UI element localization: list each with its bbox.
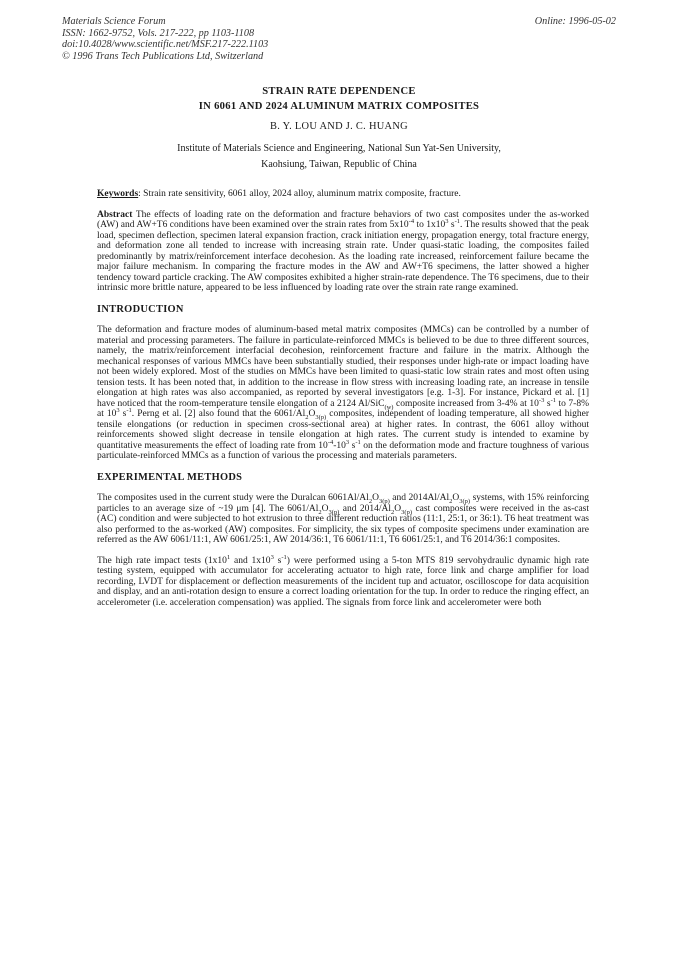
affiliation-line-2: Kaohsiung, Taiwan, Republic of China bbox=[261, 159, 417, 170]
authors: B. Y. LOU AND J. C. HUANG bbox=[270, 121, 408, 132]
methods-paragraph-2: The high rate impact tests ($1x10^1$ and $1x10^3$ $s^{-1}$) were performed using a 5-ton MTS 819 servohydraulic dynamic high rate testing system, equipped with accumulator for accelerating actuator to high rate, force link and charge amplifier for load recording, LVDT for displacement or deflection measurements of the incident tup and actuator, oscilloscope for data acquisition and display, and an anti-rotation design to ensure a correct loading orientation for the tup. In order to reduce the ringing effect, an accelerometer (i.e. acceleration compensation) was applied. The signals from force link and accelerometer were both bbox=[97, 553, 589, 608]
keywords bbox=[97, 189, 589, 200]
paper-body bbox=[97, 189, 589, 608]
issn-line: ISSN: 1662-9752, Vols. 217-222, pp 1103-1108 bbox=[62, 27, 255, 39]
journal-header bbox=[62, 16, 268, 62]
abstract-label: Abstract bbox=[97, 209, 133, 220]
copyright-line: © 1996 Trans Tech Publications Ltd, Switzerland bbox=[62, 50, 264, 62]
affiliation bbox=[0, 141, 678, 173]
introduction-heading: INTRODUCTION bbox=[97, 303, 184, 315]
doi-line: doi:10.4028/www.scientific.net/MSF.217-222.1103 bbox=[62, 39, 269, 51]
methods-heading: EXPERIMENTAL METHODS bbox=[97, 471, 243, 483]
affiliation-line-1: Institute of Materials Science and Engineering, National Sun Yat-Sen University, bbox=[177, 143, 501, 154]
abstract: Abstract The effects of loading rate on the deformation and fracture behaviors of two cast composites under the as-worked (AW) and AW+T6 conditions have been examined over the strain rates from $5x10^{-4}$ to $1x10^3$ $s^{-1}$. The results showed that the peak load, specimen deflection, specimen lateral expansion fraction, crack initiation energy, propagation energy, total fracture energy, and deformation zone all tended to increase with increasing strain rate. Under quasi-static loading, the composites failed predominantly by matrix/reinforcement interface decohesion. As the loading rate increased, reinforcement failure became the major failure mechanism. In comparing the fracture modes in the AW and AW+T6 specimens, the latter showed a higher tendency toward particle cracking. The AW composites exhibited a higher strain-rate dependence. The T6 specimens, due to their intrinsic more brittle nature, appeared to be less influenced by loading rate over the strain rate range examined. bbox=[97, 209, 589, 293]
keywords-label: Keywords bbox=[97, 189, 139, 199]
online-date: Online: 1996-05-02 bbox=[534, 16, 616, 27]
title-block bbox=[0, 84, 678, 173]
methods-paragraph-1: The composites used in the current study were the Duralcan $6061Al/Al_2O_{3(p)}$ and $2014Al/Al_2O_{3(p)}$ systems, with 15% reinforcing particles to an average size of ~19 μm [4]. The $6061/Al_2O_{3(p)}$ and $2014/Al_2O_{3(p)}$ cast composites were received in the as-cast (AC) condition and were subjected to hot extrusion to three different reduction ratios (11:1, 25:1, or 36:1). T6 heat treatment was also performed to the as-worked (AW) composites. For simplicity, the six types of composite specimens under examination are referred as the AW 6061/11:1, AW 6061/25:1, AW 2014/36:1, T6 6061/11:1, T6 6061/25:1, and T6 2014/36:1 composites. bbox=[97, 493, 590, 545]
introduction-paragraph: The deformation and fracture modes of aluminum-based metal matrix composites (MMCs) can be controlled by a number of material and processing parameters. The failure in particulate-reinforced MMCs is believed to be due to three different sources, namely, the matrix/reinforcement interfacial decohesion, reinforcement fracture and failure in the matrix. Although the mechanical responses of various MMCs have been substantially studied, their responses under high-rate or impact loading have not been widely explored. Most of the studies on MMCs have been limited to quasi-static low strain rates and most often using tension tests. It has been noted that, in addition to the increase in flow stress with increasing loading rate, an increase in tensile elongation at high rates was also accompanied, as reported by several investigators [e.g. 1-3]. For instance, Pickard et al. [1] have noticed that the room-temperature tensile elongation of a 2124 Al/SiC$_{(w)}$ composite increased from 3-4% at $10^{-3}$ $s^{-1}$ to 7-8% at $10^3$ $s^{-1}$. Perng et al. [2] also found that the $6061/Al_2O_{3(p)}$ composites, independent of loading temperature, all showed higher tensile elongations (or reduction in specimen cross-sectional area) at higher rates. In contrast, the 6061 alloy without reinforcements showed slight decrease in tensile elongation at high rates. The current study is intended to examine by quantitative measurements the effect of loading rate from $10^{-4}-10^3$ $s^{-1}$ on the deformation mode and fracture toughness of various particulate-reinforced MMCs as a function of various the processing and materials parameters. bbox=[97, 325, 589, 461]
journal-name: Materials Science Forum bbox=[62, 16, 166, 27]
keywords-text: : Strain rate sensitivity, 6061 alloy, 2024 alloy, aluminum matrix composite, fracture. bbox=[138, 189, 461, 199]
paper-title-line-2: IN 6061 AND 2024 ALUMINUM MATRIX COMPOSITES bbox=[198, 101, 480, 112]
paper-title-line-1: STRAIN RATE DEPENDENCE bbox=[262, 86, 416, 97]
